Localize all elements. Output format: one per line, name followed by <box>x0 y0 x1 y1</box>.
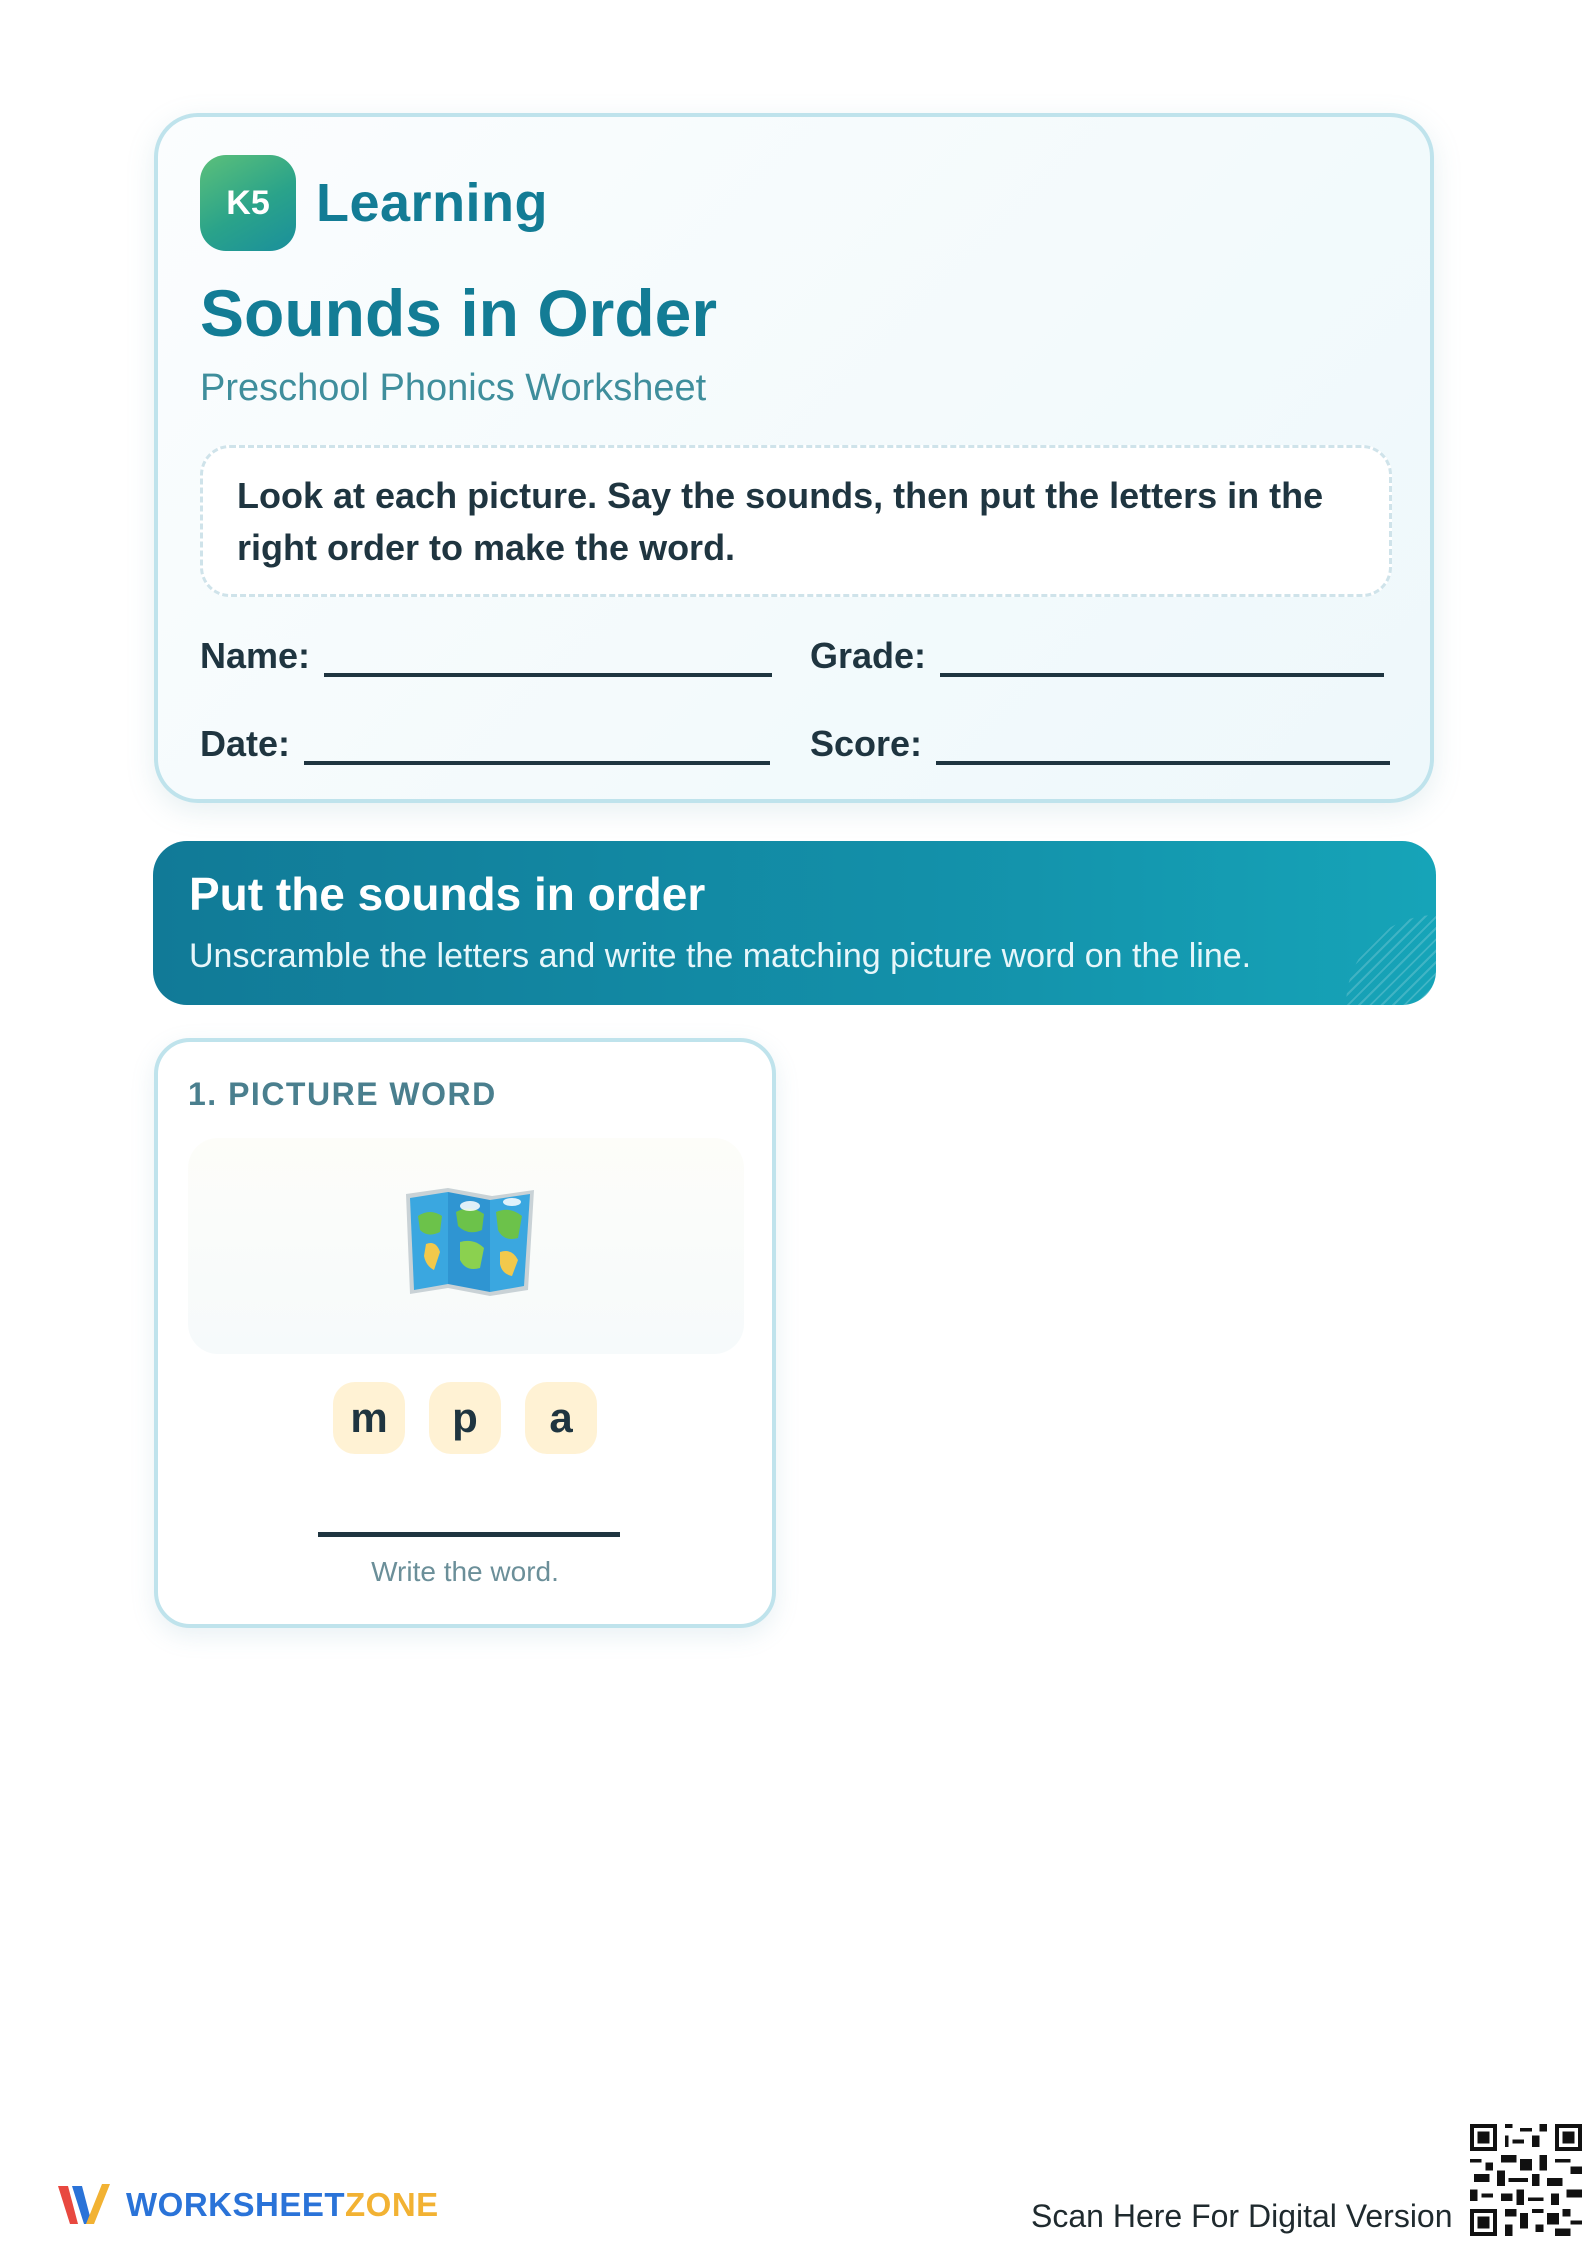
name-label: Name: <box>200 635 311 676</box>
section-title: Put the sounds in order <box>189 868 706 920</box>
letter-tile: p <box>429 1382 501 1454</box>
score-label: Score: <box>810 723 923 764</box>
instructions-box: Look at each picture. Say the sounds, then put the letters in the right order to make the word. <box>200 445 1392 597</box>
qr-code-icon[interactable] <box>1470 2124 1582 2236</box>
item-label: 1. PICTURE WORD <box>188 1076 497 1112</box>
date-field <box>200 723 770 765</box>
worksheet-subtitle: Preschool Phonics Worksheet <box>200 367 707 409</box>
worksheetzone-w-icon <box>56 2180 112 2230</box>
score-field <box>810 723 1390 765</box>
k5-badge: K5 <box>200 155 296 251</box>
brand-name: Learning <box>316 173 549 233</box>
worksheet-title: Sounds in Order <box>200 276 718 350</box>
section-banner <box>153 841 1436 1005</box>
scan-instruction: Scan Here For Digital Version <box>1031 2198 1453 2234</box>
date-label: Date: <box>200 723 291 764</box>
k5-learning-logo <box>200 155 548 251</box>
worksheetzone-wordmark <box>126 2186 439 2224</box>
brand-part-worksheet: WORKSHEET <box>126 2186 345 2223</box>
name-field <box>200 635 772 677</box>
score-input-line[interactable] <box>936 725 1390 765</box>
letter-tile: m <box>333 1382 405 1454</box>
name-input-line[interactable] <box>324 637 772 677</box>
worksheetzone-logo <box>56 2180 439 2230</box>
grade-field <box>810 635 1384 677</box>
answer-write-line[interactable] <box>318 1532 620 1537</box>
section-subtitle: Unscramble the letters and write the matching picture word on the line. <box>189 937 1252 975</box>
picture-box <box>188 1138 744 1354</box>
brand-part-zone: ZONE <box>345 2186 439 2223</box>
grade-label: Grade: <box>810 635 927 676</box>
grade-input-line[interactable] <box>940 637 1384 677</box>
worksheet-header-card <box>154 113 1434 803</box>
banner-pattern-decoration <box>1346 915 1436 1005</box>
date-input-line[interactable] <box>304 725 770 765</box>
picture-word-card <box>154 1038 776 1628</box>
letter-tile: a <box>525 1382 597 1454</box>
scrambled-letters <box>158 1382 772 1454</box>
world-map-icon <box>400 1186 540 1298</box>
write-hint: Write the word. <box>371 1556 559 1587</box>
